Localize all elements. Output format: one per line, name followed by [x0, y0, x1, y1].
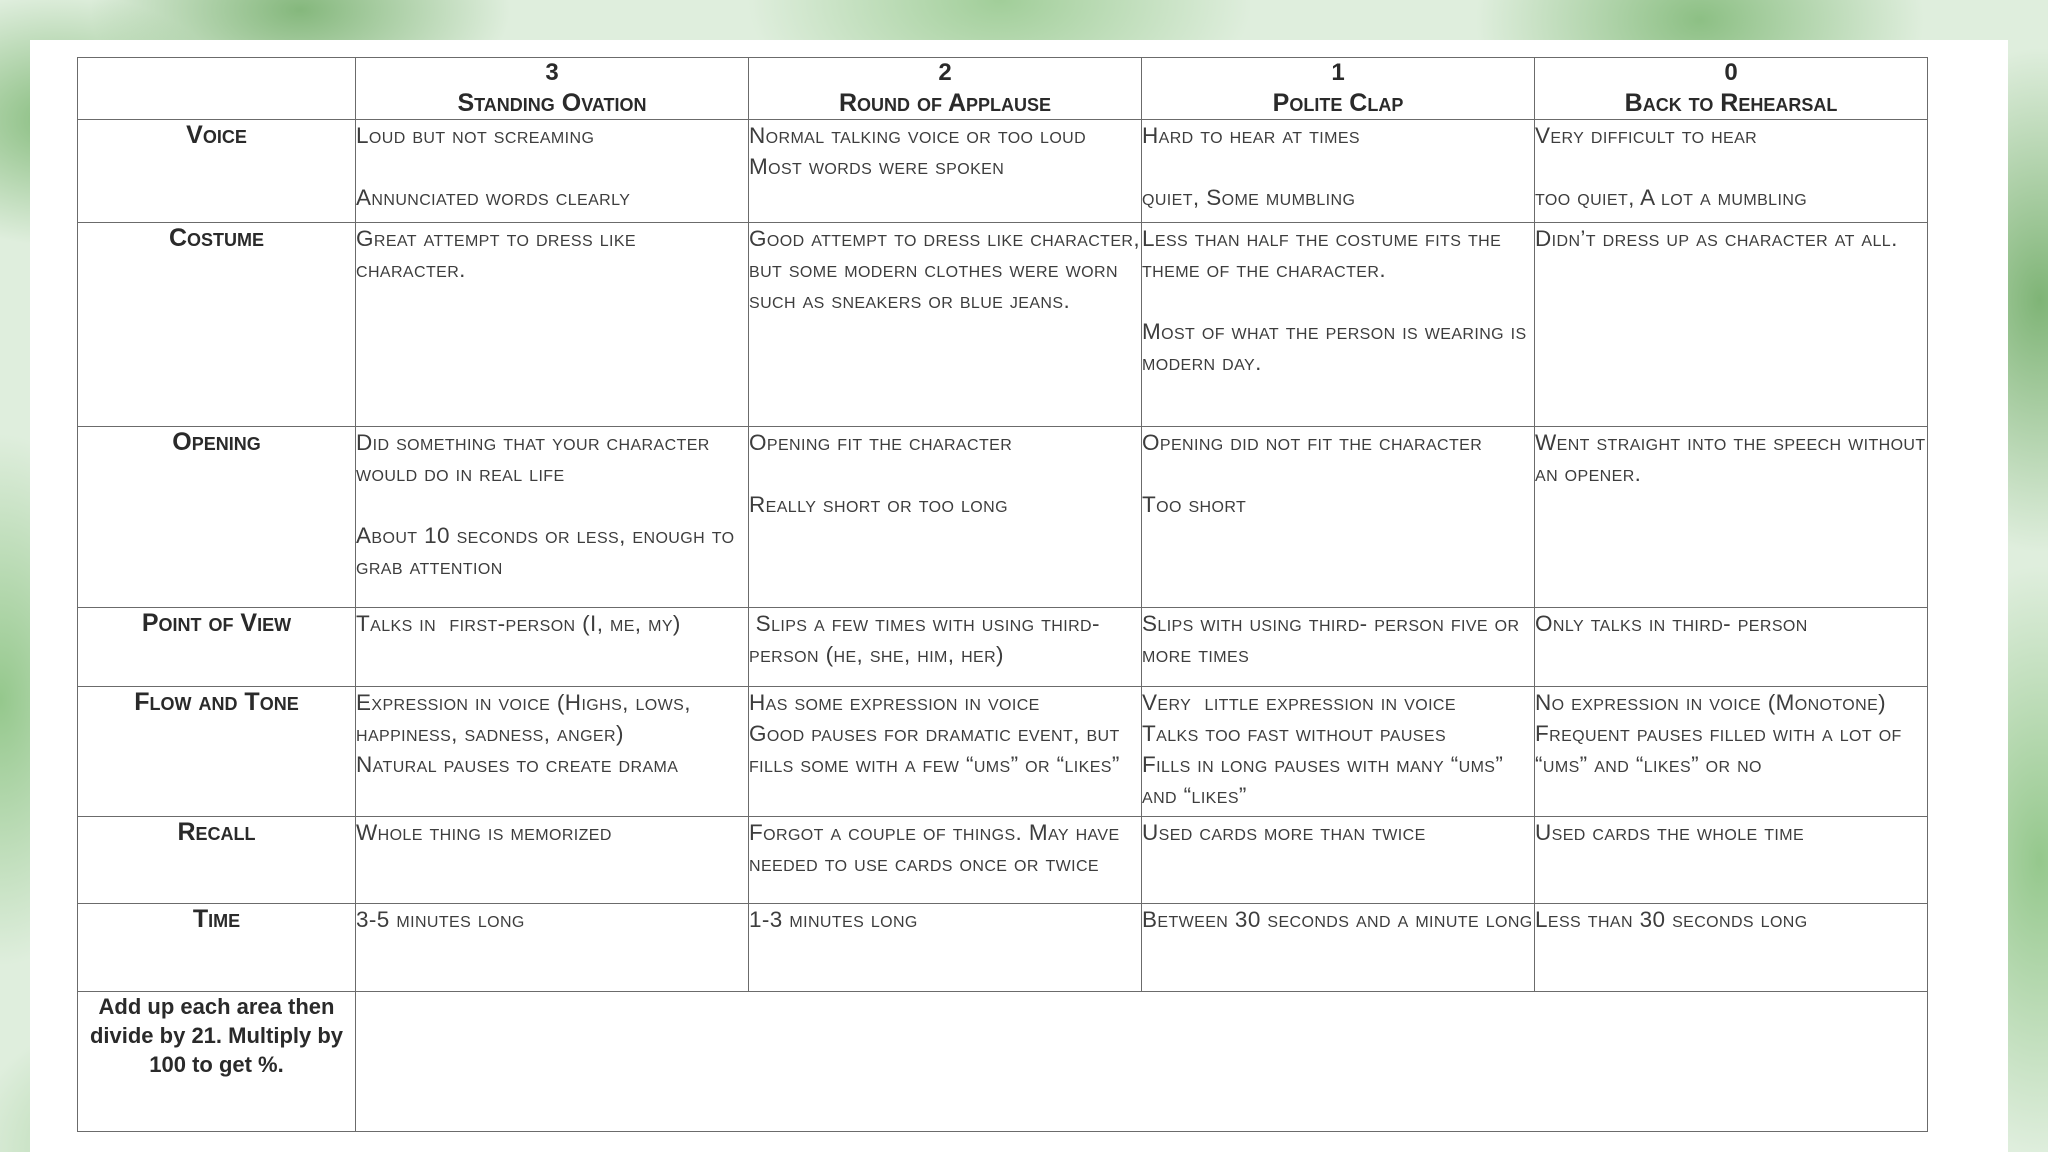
criterion-label: Time: [78, 904, 356, 992]
rubric-cell: Only talks in third- person: [1535, 608, 1928, 687]
rubric-cell: Great attempt to dress like character.: [356, 223, 749, 427]
rubric-cell: Very difficult to hear too quiet, A lot a mumbling: [1535, 120, 1928, 223]
criterion-label: Opening: [78, 427, 356, 608]
header-polite-clap: [1142, 58, 1535, 120]
rubric-row-time: [78, 904, 1928, 992]
rubric-cell: Expression in voice (Highs, lows, happiness, sadness, anger) Natural pauses to create drama: [356, 687, 749, 817]
rubric-cell: Loud but not screaming Annunciated words clearly: [356, 120, 749, 223]
rubric-cell: Less than half the costume fits the theme of the character. Most of what the person is wearing is modern day.: [1142, 223, 1535, 427]
rubric-cell: Whole thing is memorized: [356, 817, 749, 904]
level-name: Polite Clap: [1272, 89, 1404, 117]
score-label: 3: [545, 59, 559, 86]
rubric-cell: Opening did not fit the character Too short: [1142, 427, 1535, 608]
score-label: 0: [1724, 59, 1738, 86]
rubric-cell: No expression in voice (Monotone) Frequent pauses filled with a lot of “ums” and “likes” or no: [1535, 687, 1928, 817]
criterion-label: Voice: [78, 120, 356, 223]
rubric-cell: Very little expression in voice Talks too fast without pauses Fills in long pauses with many “ums” and “likes”: [1142, 687, 1535, 817]
rubric-cell: Went straight into the speech without an opener.: [1535, 427, 1928, 608]
rubric-cell: Hard to hear at times quiet, Some mumbling: [1142, 120, 1535, 223]
rubric-cell: Used cards the whole time: [1535, 817, 1928, 904]
rubric-cell: Has some expression in voice Good pauses for dramatic event, but fills some with a few “ums” or “likes”: [749, 687, 1142, 817]
rubric-cell: 1-3 minutes long: [749, 904, 1142, 992]
rubric-row-recall: [78, 817, 1928, 904]
rubric-row-point-of-view: [78, 608, 1928, 687]
header-row: [78, 58, 1928, 120]
rubric-cell: Used cards more than twice: [1142, 817, 1535, 904]
criterion-label: Costume: [78, 223, 356, 427]
rubric-cell: Normal talking voice or too loud Most words were spoken: [749, 120, 1142, 223]
total-score-row: [78, 992, 1928, 1132]
rubric-cell: Did something that your character would do in real life About 10 seconds or less, enough to grab attention: [356, 427, 749, 608]
criterion-label: Flow and Tone: [78, 687, 356, 817]
rubric-row-costume: [78, 223, 1928, 427]
score-label: 2: [938, 59, 952, 86]
scoring-instructions: Add up each area then divide by 21. Multiply by 100 to get %.: [78, 992, 356, 1132]
rubric-cell: Slips with using third- person five or more times: [1142, 608, 1535, 687]
level-name: Round of Applause: [838, 89, 1052, 117]
rubric-cell: Talks in first-person (I, me, my): [356, 608, 749, 687]
criterion-label: Point of View: [78, 608, 356, 687]
rubric-table: [77, 57, 1928, 1132]
rubric-cell: Forgot a couple of things. May have needed to use cards once or twice: [749, 817, 1142, 904]
level-name: Standing Ovation: [457, 89, 647, 117]
rubric-cell: Less than 30 seconds long: [1535, 904, 1928, 992]
criterion-label: Recall: [78, 817, 356, 904]
rubric-cell: Good attempt to dress like character, but some modern clothes were worn such as sneakers or blue jeans.: [749, 223, 1142, 427]
rubric-row-flow-and-tone: [78, 687, 1928, 817]
rubric-cell: Slips a few times with using third-person (he, she, him, her): [749, 608, 1142, 687]
total-score-cell: [356, 992, 1928, 1132]
header-corner-cell: [78, 58, 356, 120]
header-back-to-rehearsal: [1535, 58, 1928, 120]
header-round-of-applause: [749, 58, 1142, 120]
rubric-cell: 3-5 minutes long: [356, 904, 749, 992]
rubric-row-voice: [78, 120, 1928, 223]
score-label: 1: [1331, 59, 1345, 86]
header-standing-ovation: [356, 58, 749, 120]
rubric-cell: Didn’t dress up as character at all.: [1535, 223, 1928, 427]
rubric-row-opening: [78, 427, 1928, 608]
level-name: Back to Rehearsal: [1624, 89, 1838, 117]
rubric-cell: Opening fit the character Really short or too long: [749, 427, 1142, 608]
rubric-cell: Between 30 seconds and a minute long: [1142, 904, 1535, 992]
